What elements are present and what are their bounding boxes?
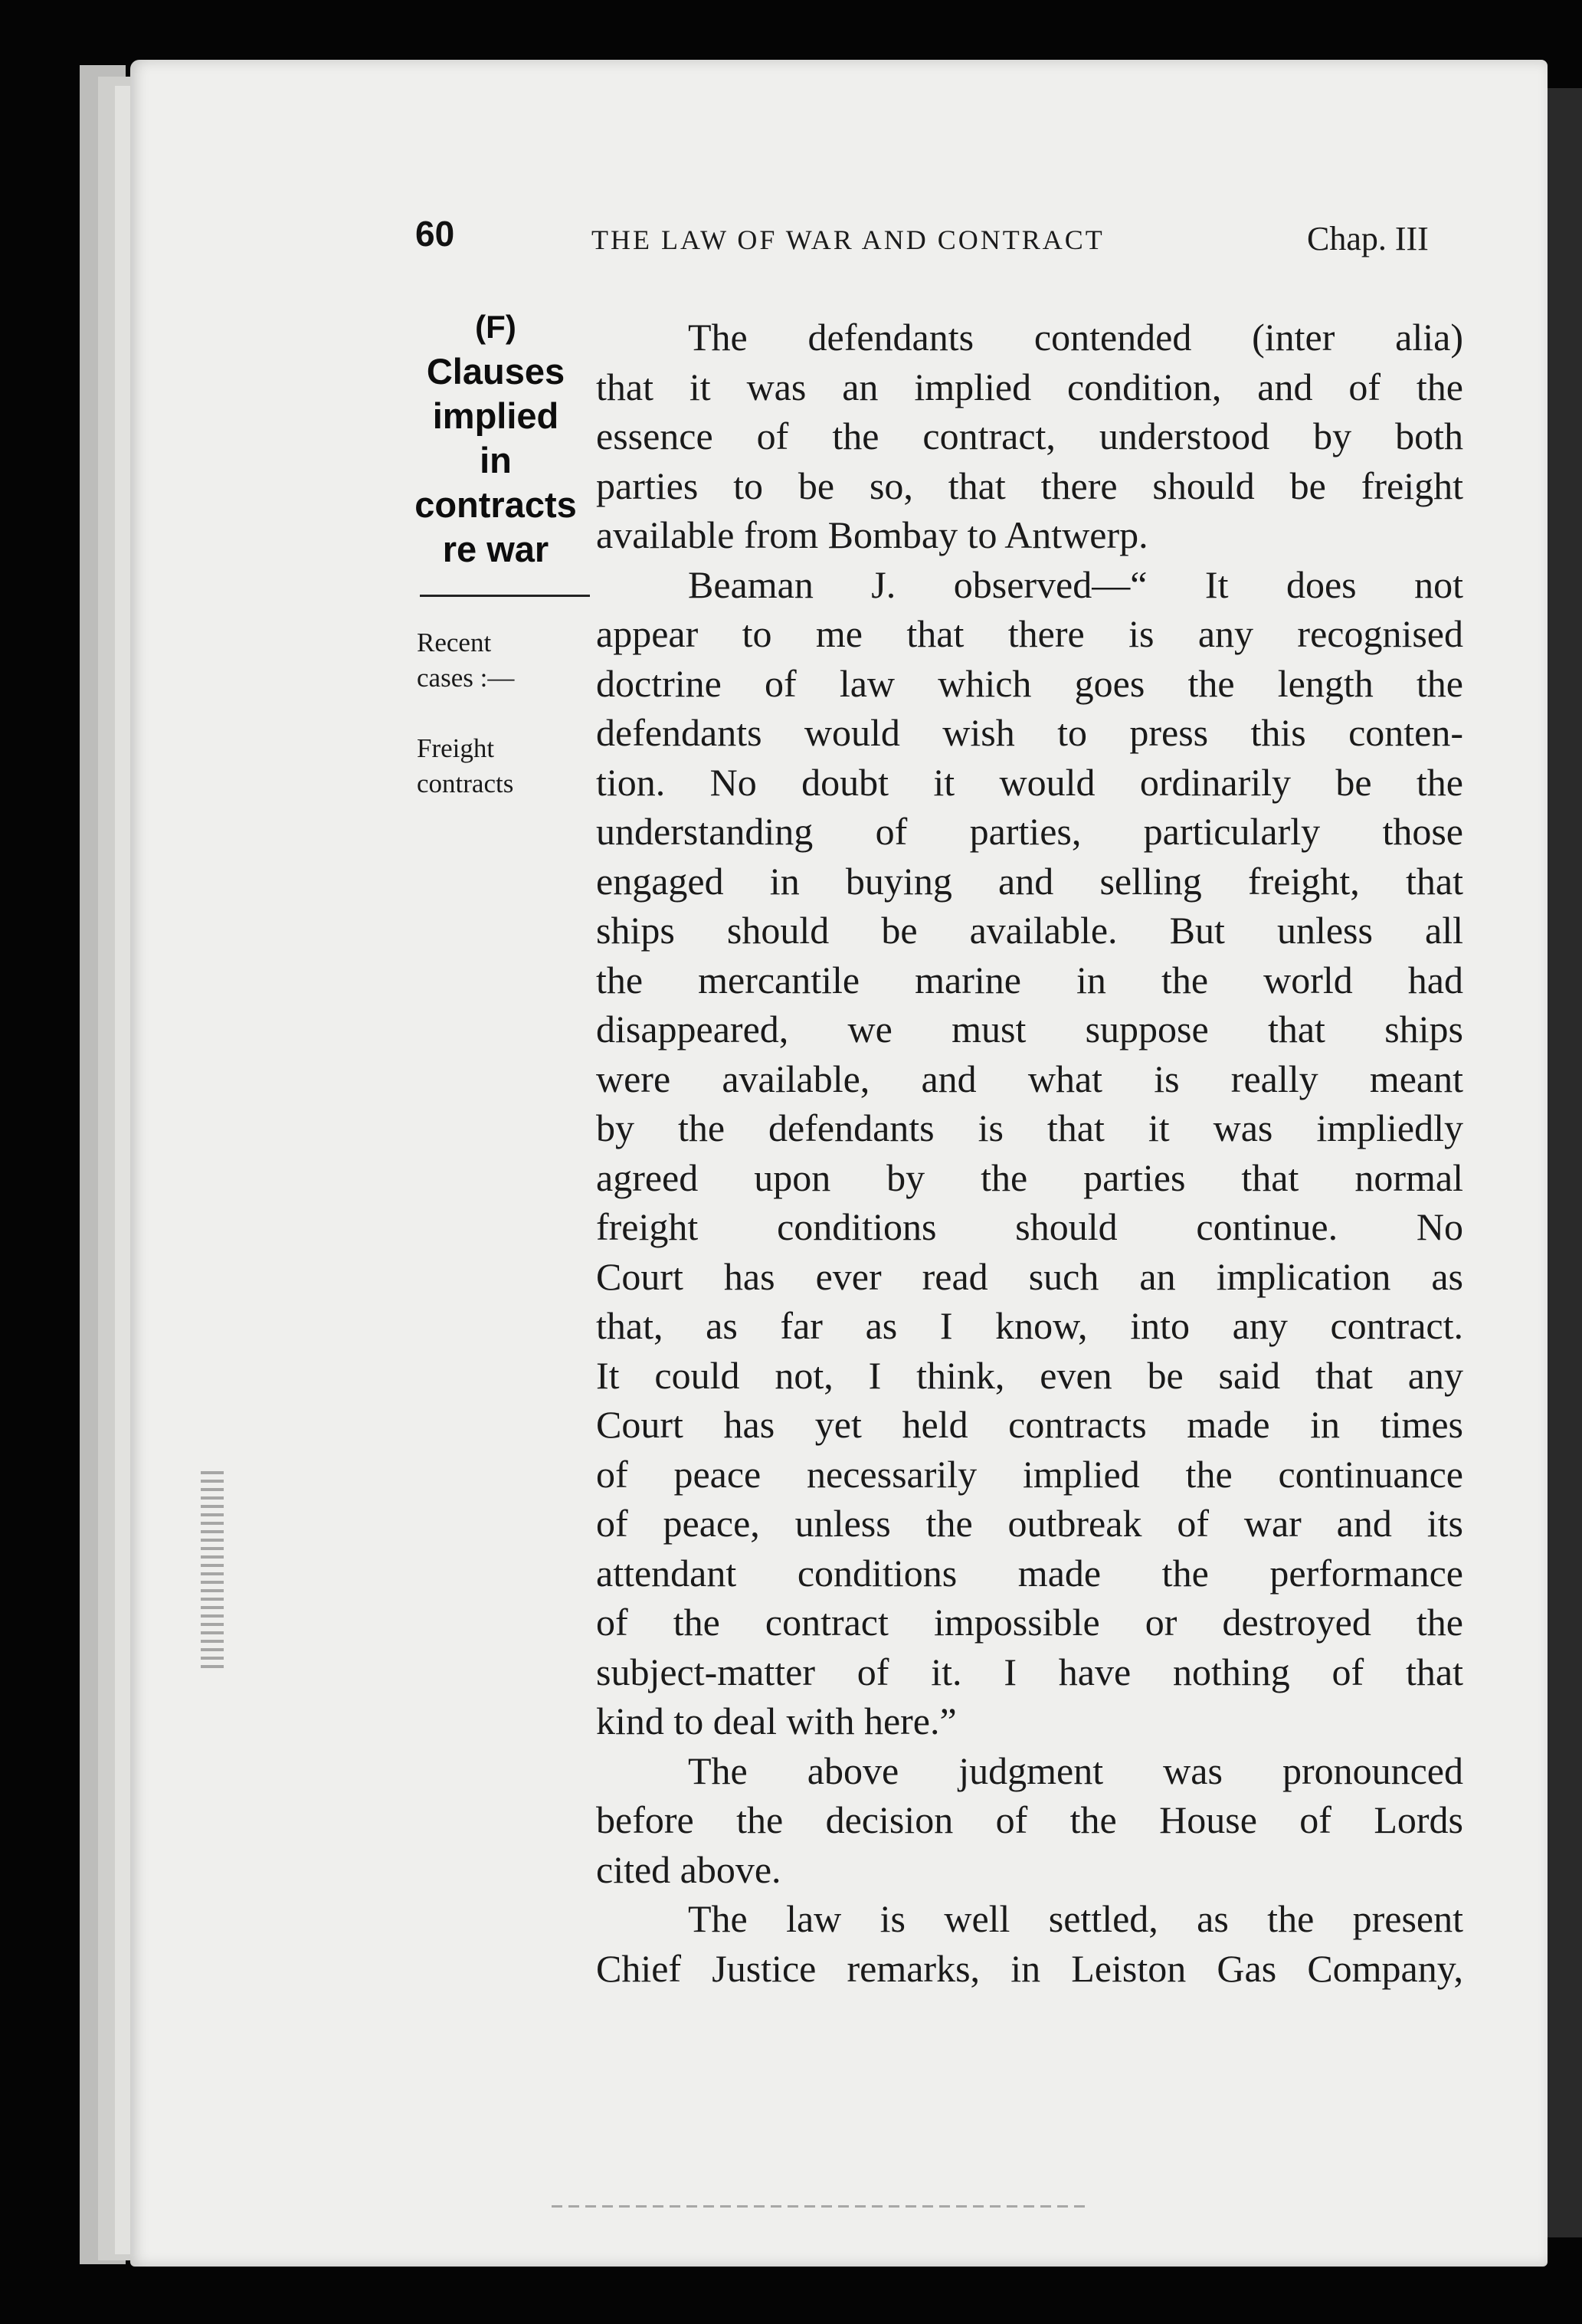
text-line: essence of the contract, understood by both: [596, 415, 1463, 457]
margin-note-line: contracts: [417, 769, 514, 798]
text-line: of peace, unless the outbreak of war and its: [596, 1502, 1463, 1545]
text-line: tion. No doubt it would ordinarily be the: [596, 760, 1463, 804]
text-line: of peace necessarily implied the continuance: [596, 1452, 1463, 1496]
text-line: Court has yet held contracts made in times: [596, 1403, 1463, 1446]
margin-heading: [400, 305, 591, 572]
text-line: Beaman J. observed—“ It does not: [688, 562, 1463, 606]
facing-page-edge: [1548, 88, 1582, 2237]
running-head-chapter: Chap. III: [1307, 220, 1429, 257]
running-head-title: THE LAW OF WAR AND CONTRACT: [591, 225, 1105, 255]
text-line: that, as far as I know, into any contract.: [596, 1304, 1463, 1347]
text-line: by the defendants is that it was impliedly: [596, 1106, 1463, 1149]
text-line: before the decision of the House of Lords: [596, 1798, 1463, 1841]
text-line: of the contract impossible or destroyed the: [596, 1601, 1463, 1644]
text-line: attendant conditions made the performance: [596, 1551, 1463, 1595]
text-line: engaged in buying and selling freight, that: [596, 859, 1463, 903]
margin-note-line: Recent: [417, 628, 492, 657]
margin-heading-letter: (F): [475, 309, 516, 345]
text-line: The above judgment was pronounced: [688, 1749, 1463, 1792]
margin-note-recent-cases: [417, 625, 593, 696]
text-line: appear to me that there is any recognised: [596, 612, 1463, 655]
text-line: were available, and what is really meant: [596, 1057, 1463, 1100]
text-line: Court has ever read such an implication as: [596, 1254, 1463, 1298]
binding-marks: [201, 1471, 224, 1670]
text-line: disappeared, we must suppose that ships: [596, 1008, 1463, 1051]
text-line: ships should be available. But unless all: [596, 909, 1463, 952]
text-line: available from Bombay to Antwerp.: [596, 513, 1148, 556]
text-line: the mercantile marine in the world had: [596, 958, 1463, 1001]
margin-note-freight-contracts: [417, 731, 593, 801]
text-line: that it was an implied condition, and of the: [596, 365, 1463, 408]
margin-note-line: Freight: [417, 733, 495, 763]
text-line: subject-matter of it. I have nothing of that: [596, 1650, 1463, 1693]
margin-heading-line: in: [480, 440, 512, 480]
margin-note-line: cases :—: [417, 663, 515, 693]
margin-heading-line: re war: [442, 529, 549, 569]
text-line: The defendants contended (inter alia): [688, 316, 1463, 359]
text-line: understanding of parties, particularly those: [596, 810, 1463, 853]
text-line: The law is well settled, as the present: [688, 1897, 1463, 1940]
bottom-smudge: [552, 2205, 1088, 2208]
text-line: doctrine of law which goes the length the: [596, 661, 1463, 705]
body-text: [596, 313, 1463, 1993]
text-line: parties to be so, that there should be freight: [596, 464, 1463, 507]
text-line: agreed upon by the parties that normal: [596, 1155, 1463, 1199]
margin-heading-line: Clauses: [426, 351, 565, 392]
text-line: defendants would wish to press this conten-: [596, 711, 1463, 754]
page-number: 60: [415, 214, 455, 254]
margin-rule: [420, 595, 590, 597]
text-line: freight conditions should continue. No: [596, 1205, 1463, 1248]
text-line: It could not, I think, even be said that any: [596, 1353, 1463, 1397]
text-line: cited above.: [596, 1847, 781, 1891]
text-line: Chief Justice remarks, in Leiston Gas Company,: [596, 1946, 1463, 1990]
margin-heading-line: contracts: [414, 484, 577, 525]
margin-heading-line: implied: [432, 395, 559, 436]
text-line: kind to deal with here.”: [596, 1700, 957, 1742]
